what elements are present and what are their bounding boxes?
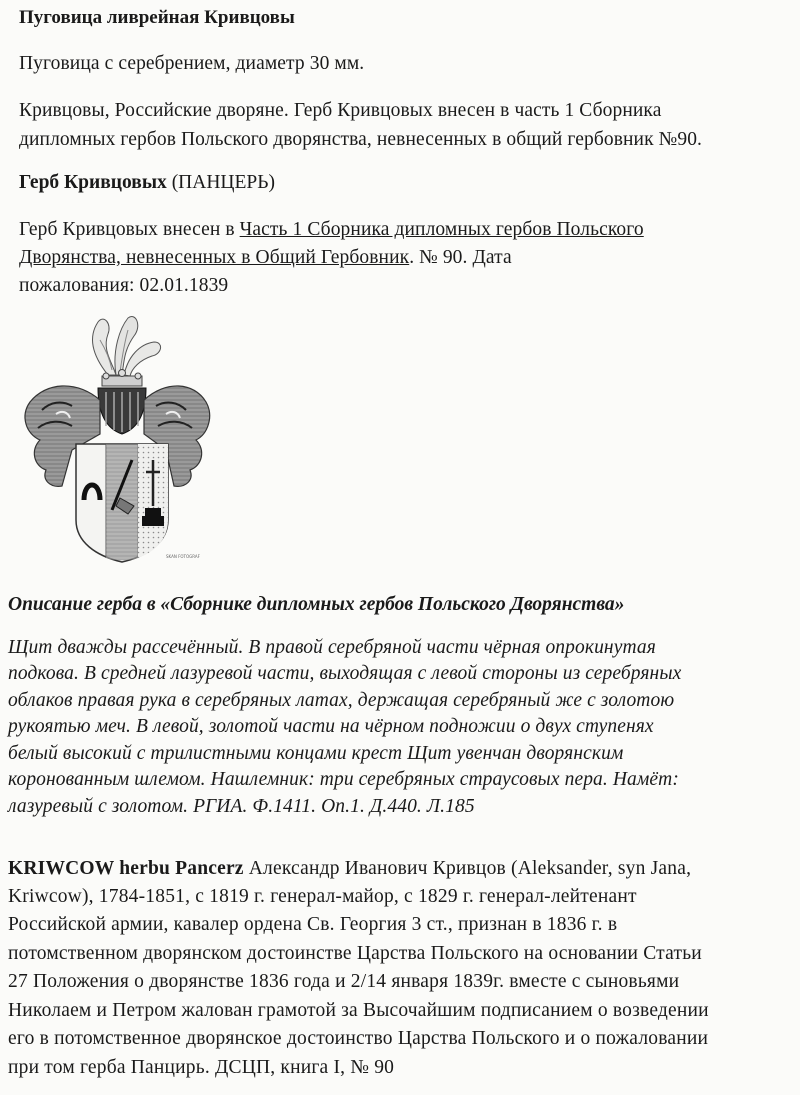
bio-line-3: Российской армии, кавалер ордена Св. Георгия 3 ст., признан в 1836 г. в [8,914,618,935]
heading-button-title: Пуговица ливрейная Кривцовы [19,7,295,28]
coat-text-prefix: Герб Кривцовых внесен в [19,219,240,240]
description-line-3: облаков правая рука в серебряных латах, держащая серебряный же с золотою [8,690,675,711]
description-line-4: рукоятью меч. В левой, золотой части на чёрном подножии о двух ступенях [8,716,654,737]
coat-caption: SKAN FOTOGRAF [166,554,200,559]
bio-line-1-rest: Александр Иванович Кривцов (Aleksander, syn Jana, [243,858,692,879]
description-line-6: коронованным шлемом. Нашлемник: три серебряных страусовых пера. Намёт: [8,769,679,790]
description-title: Описание герба в «Сборнике дипломных гербов Польского Дворянства» [8,594,625,615]
description-line-2: подкова. В средней лазуревой части, выходящая с левой стороны из серебряных [8,663,682,684]
family-text-line-2: дипломных гербов Польского дворянства, невнесенных в общий гербовник №90. [19,129,703,150]
coat-of-arms-image [16,310,216,572]
description-line-5: белый высокий с трилистными концами крест Щит увенчан дворянским [8,743,624,764]
coat-heading-bold: Герб Кривцовых [19,172,167,193]
coat-text-line-1 [19,218,644,242]
collection-link-part-1[interactable]: Часть 1 Сборника дипломных гербов Польского [239,219,644,240]
bio-line-8: при том герба Панцирь. ДСЦП, книга I, № 90 [8,1057,395,1078]
helmet [98,388,146,434]
bio-line-1 [8,857,691,881]
coat-heading-normal: (ПАНЦЕРЬ) [166,172,275,193]
grant-date: пожалования: 02.01.1839 [19,275,229,296]
description-line-1: Щит дважды рассечённый. В правой серебряной части чёрная опрокинутая [8,637,656,658]
bio-line-4: потомственном дворянском достоинстве Царства Польского на основании Статьи [8,943,702,964]
bio-line-6: Николаем и Петром жалован грамотой за Высочайшим подписанием о возведении [8,1000,709,1021]
ostrich-feathers [93,317,161,376]
bio-line-7: его в потомственное дворянское достоинство Царства Польского и о пожаловании [8,1028,709,1049]
bio-bold-name: KRIWCOW herbu Pancerz [8,858,244,879]
shield [76,444,168,562]
bio-line-2: Kriwcow), 1784-1851, с 1819 г. генерал-майор, с 1829 г. генерал-лейтенант [8,886,637,907]
bio-line-5: 27 Положения о дворянстве 1836 года и 2/14 января 1839г. вместе с сыновьями [8,971,680,992]
coat-heading [19,171,275,195]
coat-text-line-2 [19,246,512,270]
family-text-line-1: Кривцовы, Российские дворяне. Герб Кривцовых внесен в часть 1 Сборника [19,100,662,121]
coat-text-number: . № 90. Дата [409,247,512,268]
collection-link-part-2[interactable]: Дворянства, невнесенных в Общий Гербовник [19,247,410,268]
button-description: Пуговица с серебрением, диаметр 30 мм. [19,53,365,74]
description-line-7: лазуревый с золотом. РГИА. Ф.1411. Оп.1. Д.440. Л.185 [8,796,475,817]
